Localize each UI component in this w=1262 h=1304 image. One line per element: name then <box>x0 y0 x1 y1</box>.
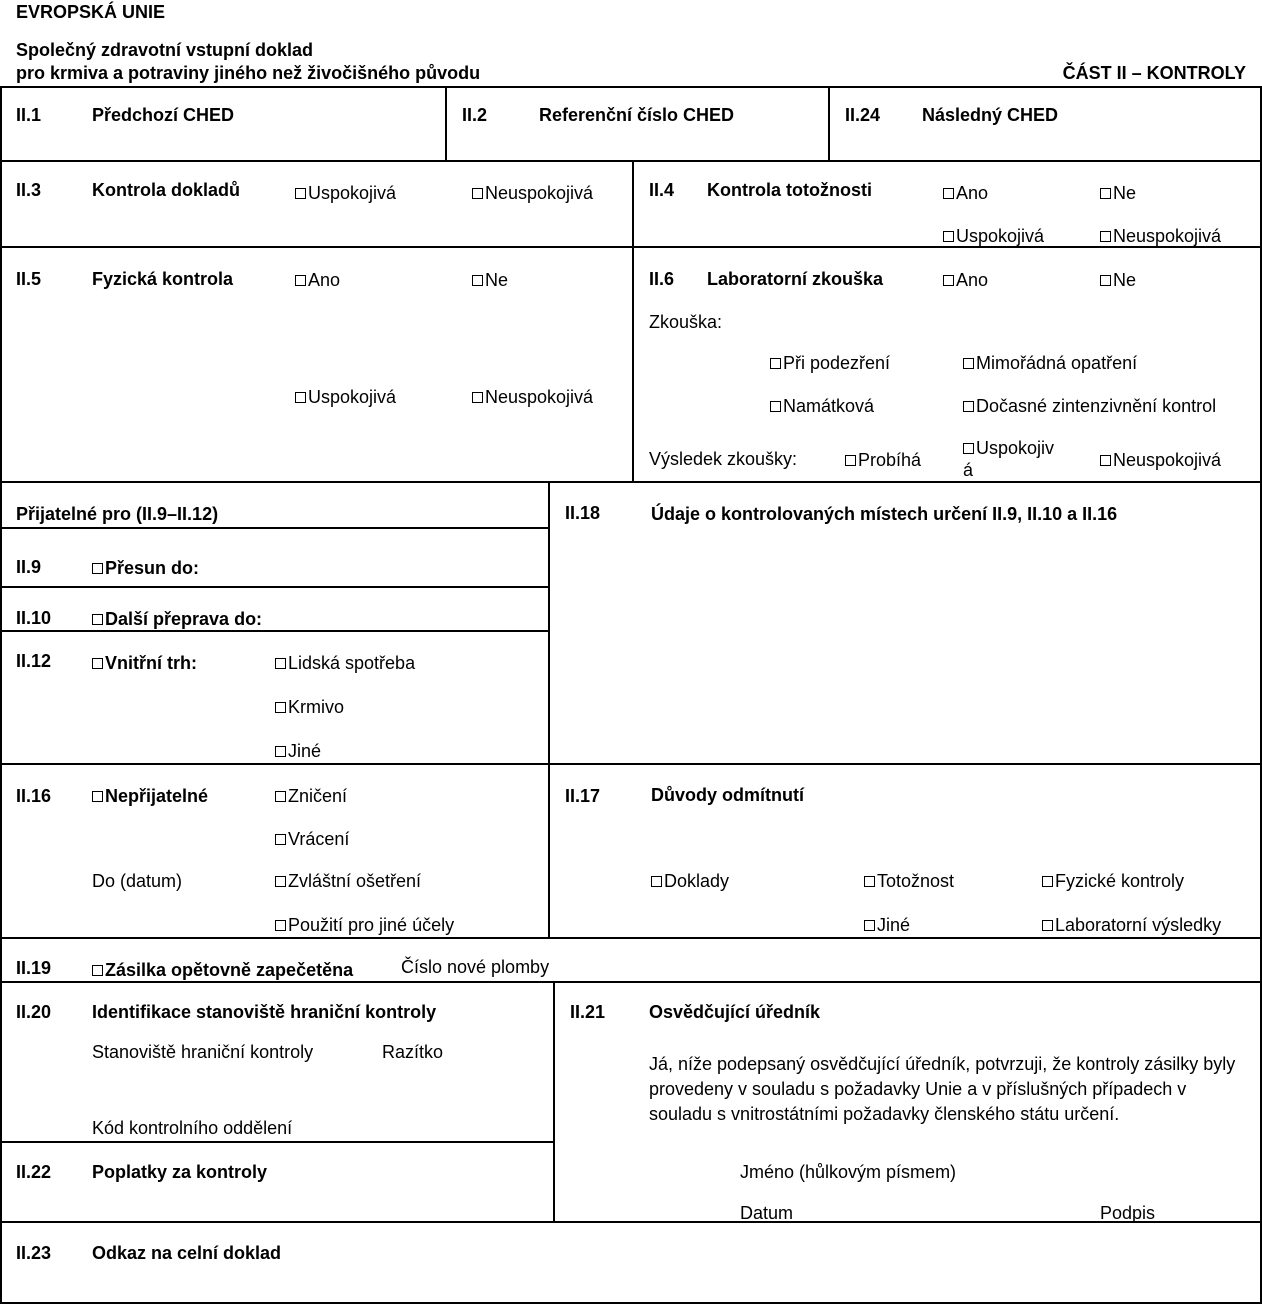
option-label: Ano <box>956 270 989 290</box>
option-label: Další přeprava do: <box>105 609 263 629</box>
checkbox-icon[interactable] <box>472 392 483 403</box>
checkbox-icon[interactable] <box>295 392 306 403</box>
option-label: Jiné <box>288 741 322 761</box>
transfer-to-option[interactable] <box>92 558 199 578</box>
officer-declaration: Já, níže podepsaný osvědčující úředník, potvrzuji, že kontroly zásilky byly provedeny v souladu s požadavky Unie a v příslušných případech v souladu s vnitrostátními požadavky členského státu určení. <box>649 1054 1236 1124</box>
reason-identity-option[interactable] <box>864 871 954 891</box>
option-label: Laboratorní výsledky <box>1055 915 1222 935</box>
bcp-identification-label: Identifikace stanoviště hraniční kontroly <box>92 1002 437 1022</box>
result-unsatisfactory-option[interactable] <box>1100 450 1221 470</box>
field-code-ii10: II.10 <box>16 608 52 628</box>
checkbox-icon[interactable] <box>295 188 306 199</box>
field-code-ii2: II.2 <box>462 105 488 125</box>
option-label: Nepřijatelné <box>105 786 209 806</box>
inspection-fees-label: Poplatky za kontroly <box>92 1162 268 1182</box>
not-acceptable-option[interactable] <box>92 786 208 806</box>
checkbox-icon[interactable] <box>92 614 103 625</box>
reason-laboratory-option[interactable] <box>1042 915 1221 935</box>
checkbox-icon[interactable] <box>275 876 286 887</box>
field-code-ii3: II.3 <box>16 180 42 200</box>
ii5-yes-option[interactable] <box>295 270 340 290</box>
option-label: Fyzické kontroly <box>1055 871 1185 891</box>
other-use-option[interactable] <box>275 741 321 761</box>
emergency-measures-option[interactable] <box>963 353 1137 373</box>
documentary-check-label: Kontrola dokladů <box>92 180 240 200</box>
checkbox-icon[interactable] <box>1042 876 1053 887</box>
ched-reference-label: Referenční číslo CHED <box>539 105 735 125</box>
checkbox-icon[interactable] <box>770 401 781 412</box>
option-label: Probíhá <box>858 450 922 470</box>
field-code-ii21: II.21 <box>570 1002 606 1022</box>
ii4-unsatisfactory-option[interactable] <box>1100 226 1221 246</box>
resealed-option[interactable] <box>92 960 353 980</box>
option-label: Vnitřní trh: <box>105 653 197 673</box>
option-label: Mimořádná opatření <box>976 353 1138 373</box>
test-result-label: Výsledek zkoušky: <box>649 449 798 469</box>
checkbox-icon[interactable] <box>845 455 856 466</box>
checkbox-icon[interactable] <box>864 876 875 887</box>
field-code-ii17: II.17 <box>565 786 601 806</box>
option-label: Uspokojiv <box>976 438 1055 458</box>
checkbox-icon[interactable] <box>275 658 286 669</box>
ii5-unsatisfactory-option[interactable] <box>472 387 593 407</box>
result-satisfactory-option[interactable] <box>963 438 1054 458</box>
option-label: Jiné <box>877 915 911 935</box>
option-label: Dočasné zintenzivnění kontrol <box>976 396 1217 416</box>
option-label: Uspokojivá <box>308 387 397 407</box>
ii4-satisfactory-option[interactable] <box>943 226 1044 246</box>
reason-physical-option[interactable] <box>1042 871 1184 891</box>
checkbox-icon[interactable] <box>92 658 103 669</box>
checkbox-icon[interactable] <box>1100 231 1111 242</box>
ii5-no-option[interactable] <box>472 270 508 290</box>
ii4-yes-option[interactable] <box>943 183 988 203</box>
new-seal-number-label: Číslo nové plomby <box>401 957 550 977</box>
checkbox-icon[interactable] <box>92 791 103 802</box>
name-in-capitals-label: Jméno (hůlkovým písmem) <box>740 1162 957 1182</box>
reason-documents-option[interactable] <box>651 871 729 891</box>
subsequent-ched-label: Následný CHED <box>922 105 1059 125</box>
option-label: Uspokojivá <box>308 183 397 203</box>
checkbox-icon[interactable] <box>275 920 286 931</box>
option-label: Použití pro jiné účely <box>288 915 455 935</box>
field-code-ii12: II.12 <box>16 651 52 671</box>
field-code-ii20: II.20 <box>16 1002 52 1022</box>
controlled-destinations-label: Údaje o kontrolovaných místech určení II.9, II.10 a II.16 <box>651 504 1118 524</box>
random-option[interactable] <box>770 396 874 416</box>
by-date-label: Do (datum) <box>92 871 183 891</box>
option-label: Lidská spotřeba <box>288 653 416 673</box>
signature-label: Podpis <box>1100 1203 1156 1223</box>
field-code-ii18: II.18 <box>565 503 601 523</box>
checkbox-icon[interactable] <box>943 275 954 286</box>
identity-check-label: Kontrola totožnosti <box>707 180 872 200</box>
onward-transportation-option[interactable] <box>92 609 262 629</box>
ii5-satisfactory-option[interactable] <box>295 387 396 407</box>
other-purposes-option[interactable] <box>275 915 454 935</box>
option-label: Ne <box>1113 183 1137 203</box>
refusal-reasons-label: Důvody odmítnutí <box>651 785 804 805</box>
option-label: Zničení <box>288 786 348 806</box>
option-label: Ne <box>485 270 509 290</box>
reason-other-option[interactable] <box>864 915 910 935</box>
part-title: ČÁST II – KONTROLY <box>1062 63 1246 83</box>
checkbox-icon[interactable] <box>963 358 974 369</box>
checkbox-icon[interactable] <box>963 401 974 412</box>
field-code-ii1: II.1 <box>16 105 42 125</box>
pending-option[interactable] <box>845 450 921 470</box>
option-label: Neuspokojivá <box>485 387 594 407</box>
checkbox-icon[interactable] <box>770 358 781 369</box>
checkbox-icon[interactable] <box>1042 920 1053 931</box>
feed-option[interactable] <box>275 697 344 717</box>
option-label: Neuspokojivá <box>1113 226 1222 246</box>
option-label: Ano <box>956 183 989 203</box>
physical-check-label: Fyzická kontrola <box>92 269 234 289</box>
stamp-label: Razítko <box>382 1042 444 1062</box>
checkbox-icon[interactable] <box>275 834 286 845</box>
previous-ched-label: Předchozí CHED <box>92 105 235 125</box>
re-dispatch-option[interactable] <box>275 829 349 849</box>
checkbox-icon[interactable] <box>864 920 875 931</box>
checkbox-icon[interactable] <box>1100 275 1111 286</box>
field-code-ii23: II.23 <box>16 1243 52 1263</box>
field-code-ii24: II.24 <box>845 105 881 125</box>
field-code-ii19: II.19 <box>16 958 52 978</box>
destruction-option[interactable] <box>275 786 347 806</box>
control-unit-code-label: Kód kontrolního oddělení <box>92 1118 293 1138</box>
customs-document-label: Odkaz na celní doklad <box>92 1243 282 1263</box>
ii6-no-option[interactable] <box>1100 270 1136 290</box>
internal-market-option[interactable] <box>92 653 197 673</box>
union-title: EVROPSKÁ UNIE <box>16 2 166 22</box>
ii6-yes-option[interactable] <box>943 270 988 290</box>
bcp-label: Stanoviště hraniční kontroly <box>92 1042 314 1062</box>
field-code-ii6: II.6 <box>649 269 675 289</box>
checkbox-icon[interactable] <box>943 188 954 199</box>
document-title-line2: pro krmiva a potraviny jiného než živočišného původu <box>16 63 481 83</box>
option-label: Krmivo <box>288 697 345 717</box>
checkbox-icon[interactable] <box>295 275 306 286</box>
test-label: Zkouška: <box>649 312 723 332</box>
checkbox-icon[interactable] <box>1100 455 1111 466</box>
checkbox-icon[interactable] <box>472 275 483 286</box>
option-label: Zásilka opětovně zapečetěna <box>105 960 354 980</box>
checkbox-icon[interactable] <box>92 965 103 976</box>
option-label: Při podezření <box>783 353 891 373</box>
acceptable-for-label: Přijatelné pro (II.9–II.12) <box>16 504 219 524</box>
laboratory-test-label: Laboratorní zkouška <box>707 269 884 289</box>
checkbox-icon[interactable] <box>943 231 954 242</box>
signing-date-label: Datum <box>740 1203 794 1223</box>
checkbox-icon[interactable] <box>275 702 286 713</box>
ii3-satisfactory-option[interactable] <box>295 183 396 203</box>
option-label: Ano <box>308 270 341 290</box>
option-label: Doklady <box>664 871 730 891</box>
document-title-line1: Společný zdravotní vstupní doklad <box>16 40 314 60</box>
field-code-ii16: II.16 <box>16 786 52 806</box>
result-satisfactory-wrap: á <box>963 460 974 480</box>
human-consumption-option[interactable] <box>275 653 415 673</box>
checkbox-icon[interactable] <box>92 563 103 574</box>
ii4-no-option[interactable] <box>1100 183 1136 203</box>
checkbox-icon[interactable] <box>963 443 974 454</box>
checkbox-icon[interactable] <box>275 791 286 802</box>
certifying-officer-label: Osvědčující úředník <box>649 1002 821 1022</box>
special-treatment-option[interactable] <box>275 871 421 891</box>
option-label: Přesun do: <box>105 558 200 578</box>
checkbox-icon[interactable] <box>651 876 662 887</box>
ii3-unsatisfactory-option[interactable] <box>472 183 593 203</box>
checkbox-icon[interactable] <box>275 746 286 757</box>
option-label: Neuspokojivá <box>1113 450 1222 470</box>
increased-checks-option[interactable] <box>963 396 1216 416</box>
checkbox-icon[interactable] <box>1100 188 1111 199</box>
field-code-ii5: II.5 <box>16 269 42 289</box>
option-label: Vrácení <box>288 829 350 849</box>
option-label: Neuspokojivá <box>485 183 594 203</box>
field-code-ii9: II.9 <box>16 557 42 577</box>
field-code-ii22: II.22 <box>16 1162 52 1182</box>
option-label: Namátková <box>783 396 875 416</box>
option-label: Uspokojivá <box>956 226 1045 246</box>
option-label: Totožnost <box>877 871 955 891</box>
suspicion-option[interactable] <box>770 353 890 373</box>
field-code-ii4: II.4 <box>649 180 675 200</box>
option-label: Zvláštní ošetření <box>288 871 422 891</box>
checkbox-icon[interactable] <box>472 188 483 199</box>
option-label: Ne <box>1113 270 1137 290</box>
